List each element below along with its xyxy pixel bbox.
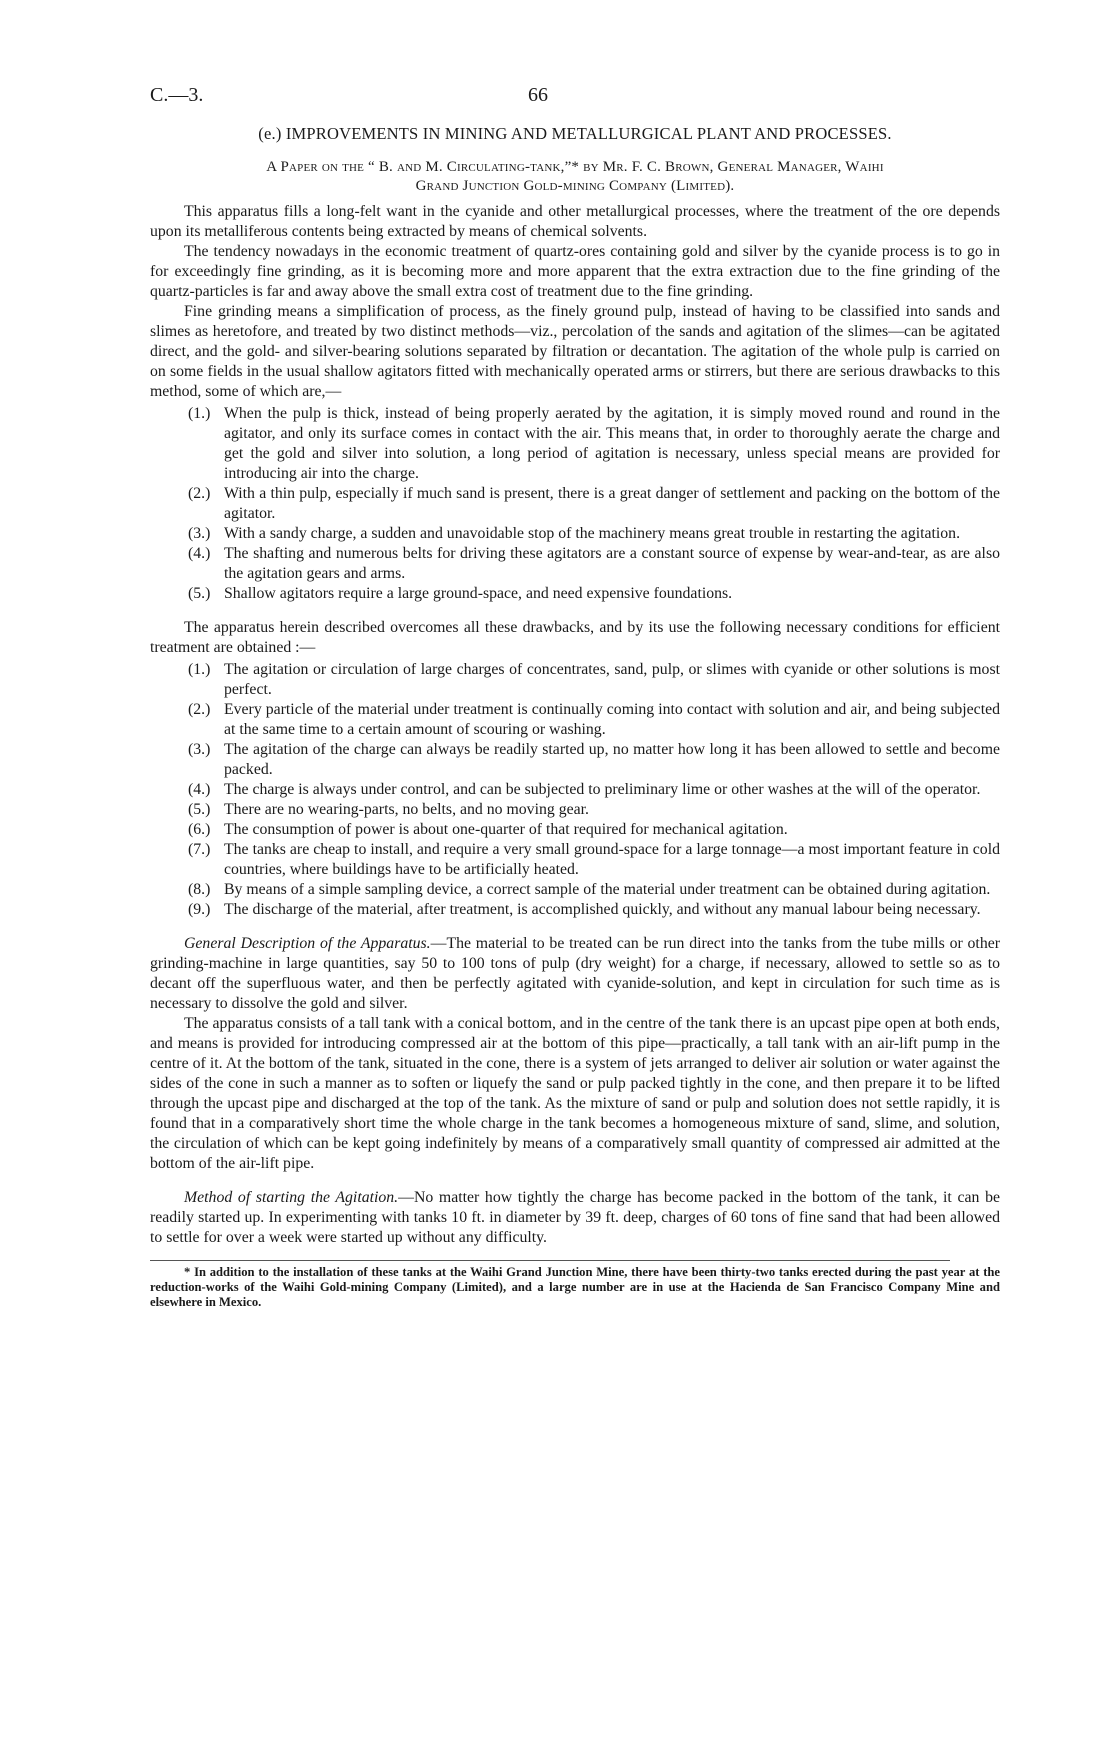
list-item xyxy=(150,800,1000,820)
list-item-text: The consumption of power is about one-quarter of that required for mechanical agitation. xyxy=(224,821,788,838)
list-item-number: (3.) xyxy=(188,741,211,758)
list-item-text: When the pulp is thick, instead of being properly aerated by the agitation, it is simply moved round and round in the agitator, and only its surface comes in contact with the air. This means that, in order to thoroughly aerate the charge and get the gold and silver into solution, a long period of agitation is necessary, unless special means are provided for introducing air into the charge. xyxy=(224,405,1000,482)
list-item-text: By means of a simple sampling device, a correct sample of the material under treatment can be obtained during agitation. xyxy=(224,881,991,898)
list-item-text: Shallow agitators require a large ground-space, and need expensive foundations. xyxy=(224,585,733,602)
document-page xyxy=(150,84,1000,1310)
paragraph: Fine grinding means a simplification of process, as the finely ground pulp, instead of having to be classified into sands and slimes as heretofore, and treated by two distinct methods—viz., percolation of the sands and agitation of the slimes—can be agitated direct, and the gold- and silver-bearing solutions separated by filtration or decantation. The agitation of the whole pulp is carried on on some fields in the usual shallow agitators fitted with mechanically operated arms or stirrers, but there are serious drawbacks to this method, some of which are,— xyxy=(150,303,1000,400)
paper-title-line: Grand Junction Gold-mining Company (Limited). xyxy=(415,178,735,194)
list-item-text: The discharge of the material, after treatment, is accomplished quickly, and without any manual labour being necessary. xyxy=(224,901,981,918)
list-item xyxy=(150,820,1000,840)
paragraph: This apparatus fills a long-felt want in the cyanide and other metallurgical processes, where the treatment of the ore depends upon its metalliferous contents being extracted by means of chemical solvents. xyxy=(150,203,1000,240)
footnote-marker: * xyxy=(184,1265,191,1279)
list-item xyxy=(150,484,1000,524)
list-item xyxy=(150,524,1000,544)
list-item-text: The shafting and numerous belts for driving these agitators are a constant source of expense by wear-and-tear, as are also the agitation gears and arms. xyxy=(224,545,1000,582)
paragraph-heading: Method of starting the Agitation. xyxy=(184,1189,399,1206)
paragraph xyxy=(150,934,1000,1014)
footnote xyxy=(150,1265,1000,1310)
list-item-number: (8.) xyxy=(188,881,211,898)
drawbacks-list xyxy=(150,404,1000,604)
list-item-text: With a sandy charge, a sudden and unavoidable stop of the machinery means great trouble in restarting the agitation. xyxy=(224,525,961,542)
paper-title-line: A Paper on the “ B. and M. Circulating-tank,”* by Mr. F. C. Brown, General Manager, Waihi xyxy=(266,159,884,175)
paragraph: The apparatus consists of a tall tank with a conical bottom, and in the centre of the tank there is an upcast pipe open at both ends, and means is provided for introducing compressed air at the bottom of this pipe—practically, a tall tank with an air-lift pump in the centre of it. At the bottom of the tank, situated in the cone, there is a system of jets arranged to deliver air solution or water against the sides of the cone in such a manner as to soften or liquefy the sand or pulp packed tightly in the cone, and then prepare it to be lifted through the upcast pipe and discharged at the top of the tank. As the mixture of sand or pulp and solution does not settle rapidly, it is found that in a comparatively short time the whole charge in the tank becomes a homogeneous mixture of sand, slime, and solution, the circulation of which can be kept going indefinitely by means of a comparatively small quantity of compressed air admitted at the bottom of the air-lift pipe. xyxy=(150,1015,1000,1172)
list-item-number: (6.) xyxy=(188,821,211,838)
list-item xyxy=(150,544,1000,584)
page-number: 66 xyxy=(528,84,548,106)
list-item-number: (2.) xyxy=(188,485,211,502)
list-item xyxy=(150,404,1000,484)
list-item-number: (5.) xyxy=(188,801,211,818)
list-item-number: (5.) xyxy=(188,585,211,602)
list-item-text: With a thin pulp, especially if much sand is present, there is a great danger of settlement and packing on the bottom of the agitator. xyxy=(224,485,1000,522)
list-item xyxy=(150,584,1000,604)
report-reference: C.—3. xyxy=(150,84,204,106)
list-item-text: The charge is always under control, and can be subjected to preliminary lime or other washes at the will of the operator. xyxy=(224,781,981,798)
list-item xyxy=(150,900,1000,920)
list-item-number: (2.) xyxy=(188,701,211,718)
list-item-text: The agitation of the charge can always be readily started up, no matter how long it has been allowed to settle and become packed. xyxy=(224,741,1000,778)
page-header xyxy=(150,84,1000,120)
section-title: (e.) IMPROVEMENTS IN MINING AND METALLURGICAL PLANT AND PROCESSES. xyxy=(258,124,892,143)
list-item-text: There are no wearing-parts, no belts, and no moving gear. xyxy=(224,801,589,818)
paper-title xyxy=(150,158,1000,196)
list-item-text: The agitation or circulation of large charges of concentrates, sand, pulp, or slimes with cyanide or other solutions is most perfect. xyxy=(224,661,1000,698)
footnote-text: In addition to the installation of these tanks at the Waihi Grand Junction Mine, there have been thirty-two tanks erected during the past year at the reduction-works of the Waihi Gold-mining Company (Limited), and a large number are in use at the Hacienda de San Francisco Company Mine and elsewhere in Mexico. xyxy=(150,1265,1000,1309)
list-item-number: (3.) xyxy=(188,525,211,542)
list-item-number: (9.) xyxy=(188,901,211,918)
list-item xyxy=(150,880,1000,900)
paragraph-heading: General Description of the Apparatus. xyxy=(184,935,431,952)
paragraph: The apparatus herein described overcomes all these drawbacks, and by its use the following necessary conditions for efficient treatment are obtained :— xyxy=(150,619,1000,656)
list-item-number: (7.) xyxy=(188,841,211,858)
list-item-text: Every particle of the material under treatment is continually coming into contact with solution and air, and being subjected at the same time to a certain amount of scouring or washing. xyxy=(224,701,1000,738)
footnote-divider xyxy=(150,1260,950,1261)
list-item xyxy=(150,660,1000,700)
article-body xyxy=(150,202,1000,1248)
paragraph-text: —The material to be treated can be run direct into the tanks from the tube mills or other grinding-machine in large quantities, say 50 to 100 tons of pulp (dry weight) for a charge, if necessary, allowed to settle so as to decant off the superfluous water, and then be perfectly agitated with cyanide-solution, and kept in circulation for such time as is necessary to dissolve the gold and silver. xyxy=(150,935,1000,1012)
list-item-number: (4.) xyxy=(188,545,211,562)
list-item-number: (1.) xyxy=(188,405,211,422)
paragraph-text: —No matter how tightly the charge has become packed in the bottom of the tank, it can be readily started up. In experimenting with tanks 10 ft. in diameter by 39 ft. deep, charges of 60 tons of fine sand that had been allowed to settle for over a week were started up without any difficulty. xyxy=(150,1189,1000,1246)
list-item-number: (1.) xyxy=(188,661,211,678)
paragraph: The tendency nowadays in the economic treatment of quartz-ores containing gold and silver by the cyanide process is to go in for exceedingly fine grinding, as it is becoming more and more apparent that the extra extraction due to the fine grinding of the quartz-particles is far and away above the small extra cost of treatment due to the fine grinding. xyxy=(150,243,1000,300)
list-item xyxy=(150,700,1000,740)
list-item xyxy=(150,780,1000,800)
conditions-list xyxy=(150,660,1000,920)
list-item xyxy=(150,840,1000,880)
list-item xyxy=(150,740,1000,780)
list-item-text: The tanks are cheap to install, and require a very small ground-space for a large tonnage—a most important feature in cold countries, where buildings have to be artificially heated. xyxy=(224,841,1000,878)
list-item-number: (4.) xyxy=(188,781,211,798)
paragraph xyxy=(150,1188,1000,1248)
